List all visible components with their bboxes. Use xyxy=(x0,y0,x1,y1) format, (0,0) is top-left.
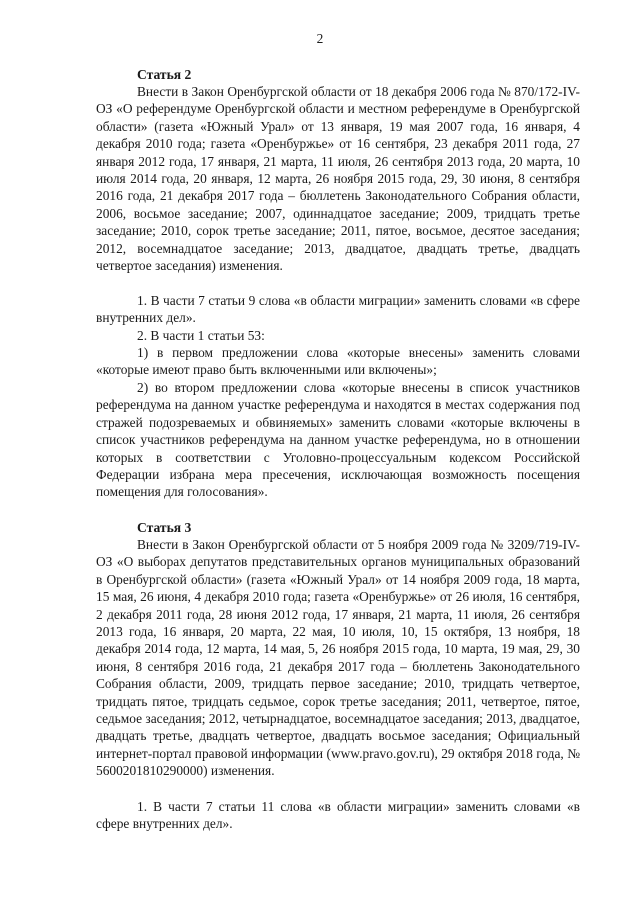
article-3-heading: Статья 3 xyxy=(137,520,192,535)
article-2-item-2: 2. В части 1 статьи 53: xyxy=(137,328,265,343)
page-number: 2 xyxy=(316,31,324,46)
article-2-subitem-2: 2) во втором предложении слова «которые внесены в список участников референдума на данном участке референдума и находятся в местах содержания под стражей подозреваемых и обвиняемых» заменить словами «которые включены в список участников референдума на данном участке референдума, но в отношении которых в соответствии с Уголовно-процессуальным кодексом Российской Федерации избрана мера пресечения, исключающая возможность посещения помещения для голосования». xyxy=(96,380,580,500)
article-2-item-1: 1. В части 7 статьи 9 слова «в области миграции» заменить словами «в сфере внутренних дел». xyxy=(96,293,580,326)
article-2-intro: Внести в Закон Оренбургской области от 18 декабря 2006 года № 870/172-IV-ОЗ «О референдуме Оренбургской области и местном референдуме в Оренбургской области» (газета «Южный Урал» от 13 января, 19 мая 2007 года, 16 января, 4 декабря 2010 года; газета «Оренбуржье» от 16 сентября, 23 декабря 2011 года, 27 января 2012 года, 17 января, 21 марта, 11 июля, 26 сентября 2013 года, 20 марта, 10 июля 2014 года, 20 января, 12 марта, 26 ноября 2015 года, 29, 30 июня, 8 сентября 2016 года, 21 декабря 2017 года – бюллетень Законодательного Собрания области, 2006, восьмое заседание; 2007, одиннадцатое заседание; 2009, тридцать третье заседание; 2010, сорок третье заседание; 2011, пятое, восьмое, десятое заседания; 2012, восемнадцатое заседание; 2013, двадцатое, двадцать третье, двадцать четвертое заседания) изменения. xyxy=(96,84,580,274)
article-2-heading: Статья 2 xyxy=(137,67,192,82)
article-3-intro: Внести в Закон Оренбургской области от 5 ноября 2009 года № 3209/719-IV-ОЗ «О выборах депутатов представительных органов муниципальных образований в Оренбургской области» (газета «Южный Урал» от 14 ноября 2009 года, 18 марта, 15 мая, 26 июня, 4 декабря 2010 года; газета «Оренбуржье» от 26 июля, 16 сентября, 2 декабря 2011 года, 28 июня 2012 года, 17 января, 21 марта, 11 июля, 26 сентября 2013 года, 16 января, 20 марта, 22 мая, 10 июля, 10, 15 октября, 13 ноября, 18 декабря 2014 года, 12 марта, 14 мая, 5, 26 ноября 2015 года, 10 марта, 19 мая, 29, 30 июня, 8 сентября 2016 года, 21 декабря 2017 года – бюллетень Законодательного Собрания области, 2009, тридцать первое заседание; 2010, тридцать четвертое, тридцать пятое, тридцать седьмое, сорок третье заседания; 2011, четвертое, пятое, седьмое заседания; 2012, четырнадцатое, восемнадцатое заседания; 2013, двадцатое, двадцать третье, двадцать четвертое, двадцать восьмое заседания; Официальный интернет-портал правовой информации (www.pravo.gov.ru), 29 октября 2018 года, № 5600201810290000) изменения. xyxy=(96,537,580,779)
article-2-subitem-1: 1) в первом предложении слова «которые внесены» заменить словами «которые имеют право быть включенными или включены»; xyxy=(96,345,580,378)
article-3-item-1: 1. В части 7 статьи 11 слова «в области миграции» заменить словами «в сфере внутренних дел». xyxy=(96,799,580,832)
